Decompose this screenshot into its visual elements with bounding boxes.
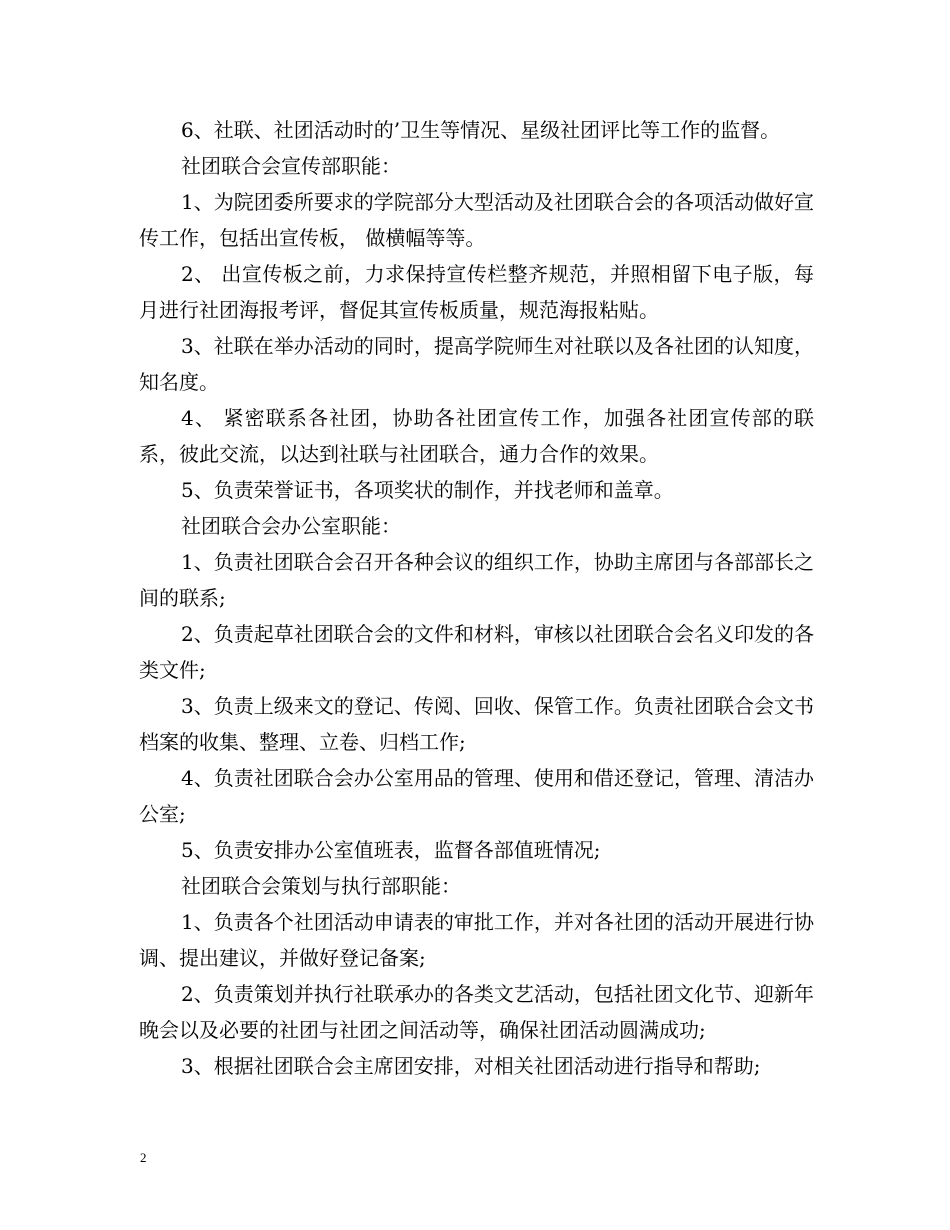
paragraph: 2、负责起草社团联合会的文件和材料，审核以社团联合会名义印发的各类文件;	[139, 622, 814, 682]
paragraph: 1、负责社团联合会召开各种会议的组织工作，协助主席团与各部部长之间的联系;	[139, 550, 814, 610]
paragraph: 1、负责各个社团活动申请表的审批工作，并对各社团的活动开展进行协调、提出建议，并做好登记备案;	[139, 910, 814, 970]
document-body	[139, 112, 814, 1084]
paragraph: 2、负责策划并执行社联承办的各类文艺活动，包括社团文化节、迎新年晚会以及必要的社团与社团之间活动等，确保社团活动圆满成功;	[139, 982, 814, 1042]
section-heading: 社团联合会策划与执行部职能：	[181, 874, 461, 898]
paragraph: 3、根据社团联合会主席团安排，对相关社团活动进行指导和帮助;	[181, 1054, 761, 1078]
paragraph: 5、负责安排办公室值班表，监督各部值班情况;	[181, 838, 601, 862]
paragraph: 4、负责社团联合会办公室用品的管理、使用和借还登记，管理、清洁办公室;	[139, 766, 814, 826]
paragraph: 3、负责上级来文的登记、传阅、回收、保管工作。负责社团联合会文书档案的收集、整理、立卷、归档工作;	[139, 694, 814, 754]
paragraph: 3、社联在举办活动的同时，提高学院师生对社联以及各社团的认知度，知名度。	[139, 334, 814, 394]
paragraph: 4、 紧密联系各社团，协助各社团宣传工作，加强各社团宣传部的联系，彼此交流，以达到社联与社团联合，通力合作的效果。	[139, 406, 814, 466]
paragraph: 5、负责荣誉证书，各项奖状的制作，并找老师和盖章。	[181, 478, 674, 502]
paragraph: 1、为院团委所要求的学院部分大型活动及社团联合会的各项活动做好宣传工作，包括出宣传板， 做横幅等等。	[139, 190, 814, 250]
paragraph: 2、 出宣传板之前，力求保持宣传栏整齐规范，并照相留下电子版，每月进行社团海报考评，督促其宣传板质量，规范海报粘贴。	[139, 262, 814, 322]
section-heading: 社团联合会办公室职能：	[181, 514, 401, 538]
section-heading: 社团联合会宣传部职能：	[181, 154, 401, 178]
page-number: 2	[140, 1150, 147, 1165]
paragraph: 6、社联、社团活动时的’卫生等情况、星级社团评比等工作的监督。	[181, 118, 781, 142]
